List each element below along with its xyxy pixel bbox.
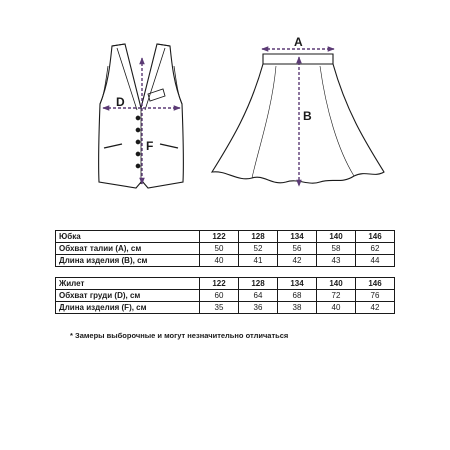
size-cell: 122 (200, 231, 239, 243)
value-cell: 68 (278, 290, 317, 302)
vest-size-table (55, 277, 395, 314)
value-cell: 35 (200, 302, 239, 314)
value-cell: 43 (317, 255, 356, 267)
vest-button (136, 140, 140, 144)
table-header-row (56, 278, 395, 290)
value-cell: 58 (317, 243, 356, 255)
row-label: Обхват талии (A), см (56, 243, 200, 255)
value-cell: 64 (239, 290, 278, 302)
size-cell: 134 (278, 278, 317, 290)
value-cell: 44 (356, 255, 395, 267)
vest-button (136, 152, 140, 156)
table-row (56, 243, 395, 255)
value-cell: 76 (356, 290, 395, 302)
value-cell: 62 (356, 243, 395, 255)
row-label: Длина изделия (F), см (56, 302, 200, 314)
value-cell: 50 (200, 243, 239, 255)
value-cell: 38 (278, 302, 317, 314)
footnote: * Замеры выборочные и могут незначительно отличаться (70, 331, 289, 340)
skirt-size-table (55, 230, 395, 267)
skirt-label-b: B (303, 109, 312, 123)
value-cell: 36 (239, 302, 278, 314)
row-label: Обхват груди (D), см (56, 290, 200, 302)
value-cell: 42 (278, 255, 317, 267)
size-cell: 134 (278, 231, 317, 243)
table-header-row (56, 231, 395, 243)
table-row (56, 255, 395, 267)
value-cell: 41 (239, 255, 278, 267)
size-cell: 128 (239, 278, 278, 290)
value-cell: 42 (356, 302, 395, 314)
size-cell: 122 (200, 278, 239, 290)
table-title: Юбка (56, 231, 200, 243)
value-cell: 56 (278, 243, 317, 255)
size-cell: 140 (317, 278, 356, 290)
size-cell: 146 (356, 278, 395, 290)
vest-label-d: D (116, 95, 125, 109)
value-cell: 52 (239, 243, 278, 255)
table-row (56, 302, 395, 314)
vest-drawing (99, 44, 184, 188)
garment-illustration (0, 0, 450, 220)
size-cell: 140 (317, 231, 356, 243)
size-cell: 146 (356, 231, 395, 243)
table-row (56, 290, 395, 302)
skirt-outline (212, 64, 384, 183)
vest-button (136, 128, 140, 132)
value-cell: 60 (200, 290, 239, 302)
skirt-drawing (212, 54, 384, 183)
table-title: Жилет (56, 278, 200, 290)
value-cell: 40 (317, 302, 356, 314)
value-cell: 72 (317, 290, 356, 302)
vest-button (136, 116, 140, 120)
size-cell: 128 (239, 231, 278, 243)
vest-label-f: F (146, 139, 154, 153)
skirt-label-a: A (294, 35, 303, 49)
vest-button (136, 164, 140, 168)
skirt-waistband (263, 54, 333, 64)
row-label: Длина изделия (B), см (56, 255, 200, 267)
value-cell: 40 (200, 255, 239, 267)
